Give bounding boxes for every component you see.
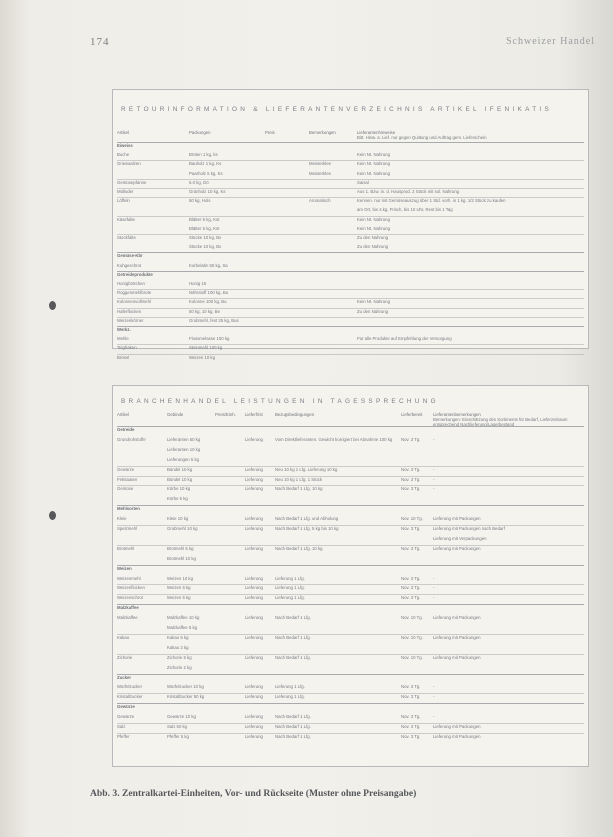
table-cell: Lieferung [245,724,263,729]
table-cell: Nov. 3 Tg. [401,714,421,720]
table-cell: Nach Bedarf 1 Lfg. 10 kg [275,545,323,551]
section-divider [117,326,584,327]
table-cell: Honig 16 [189,281,207,286]
table-cell: Lieferung [245,654,263,660]
table-cell: Grobmehl, fest 25 kg, Bus [189,317,239,323]
table-cell: am Ort, bis 4.kg, Frisch, bis 10 Uhr, Rest bis 1 Tag [357,207,453,213]
table-cell: Nov. 10 Tg. [401,634,423,640]
table-cell: Kennen. nur mit Gemüseauszug über 1 Std. vorh. in 1 kg. 1/2 Stück zu kaufen [357,198,506,204]
table-cell: Saisal [357,179,369,185]
table-cell: Kein Nt. Nahrung [357,161,390,167]
table-cell: Blätter 5 kg, Kst [189,225,220,231]
table-cell: Lieferanten 10 kg [167,446,201,452]
table-cell: - [433,476,435,482]
table-cell: Kleie [117,516,127,522]
section-heading: Getreide [117,427,135,432]
table-cell: Kolonnenvollmehl [117,299,151,305]
column-header: Preis [265,130,275,135]
table-cell: Lieferung mit Packungen [433,733,481,739]
table-cell: - [433,585,435,591]
table-cell: Nov. 3 Tg. [401,436,421,442]
table-cell: Käsefalte [117,216,135,222]
table-cell: Lieferung 1 Lfg. [275,595,305,601]
table-cell: Haferflocken [117,308,142,314]
table-cell: Brotmehl [117,545,135,551]
table-cell: Lieferung 1 Lfg. [275,575,305,581]
section-divider [117,703,584,704]
table-cell: Grundrohstoffe [117,436,146,442]
table-cell: Weizen 5 kg [167,595,191,601]
column-header: Artikel [117,130,129,135]
table-cell: Brotmehl 10 kg [167,555,196,561]
table-cell: Nach Bedarf 1 Lfg. 10 kg [275,486,323,492]
table-cell: Lieferung [245,714,263,720]
column-header: Lieferantenhinweise [357,130,396,135]
table-cell: Körbe 10 kg [167,486,191,492]
table-cell: Lieferung [245,486,263,492]
table-cell: Zu den Nahrung [357,244,389,250]
table-cell: Meisterklee [309,161,331,167]
table-cell: Lieferung [245,476,263,482]
table-cell: Lieferanten 50 kg [167,436,201,442]
table-cell: Zu den Nahrung [357,235,389,240]
table-cell: - [433,436,435,442]
table-cell: Salz [117,724,126,729]
table-cell: Lieferung mit Packungen [433,516,481,522]
table-cell: Kolonne 100 kg, Bu [189,299,227,305]
figure-caption: Abb. 3. Zentralkartei-Einheiten, Vor- und Rückseite (Muster ohne Preisangabe) [90,788,417,799]
table-cell: Mehle [117,336,129,342]
table-cell: Nov. 3 Tg. [401,476,421,482]
table-cell: Kleie 10 kg [167,516,189,522]
table-cell: Mülloder [117,189,134,194]
table-cell: Lieferung mit Packungen [433,724,481,729]
table-cell: Weizen 10 kg [189,354,215,360]
table-cell: Zichorie 5 kg [167,654,192,660]
table-cell: Vom Direktlieferanten. Gewicht korrigiert bei Abnahme 100 kg [275,436,393,442]
page-number: 174 [90,36,110,48]
table-cell: Kakao [117,634,130,640]
table-cell: Würfelzucker 10 kg [167,684,204,690]
table-cell: Fettsaaten [117,476,138,482]
column-header: Bezugsbedingungen [275,412,315,417]
running-head: Schweizer Handel [505,36,595,47]
table-cell: Brüten 1 kg, ks [189,152,218,158]
section-divider [117,252,584,253]
table-cell: Stücke 10 kg, Bx [189,244,222,250]
table-cell: Weizenmehl [117,575,141,581]
table-cell: Kristallzucker [117,694,143,700]
table-cell: Weizen 5 kg [167,585,191,591]
table-cell: Lieferung mit Verpackungen [433,535,487,541]
table-cell: Gemüse [117,486,134,492]
table-cell: - [433,466,435,472]
table-cell: Teighaken [117,345,137,351]
table-cell: Nährstoff 100 kg, Bu [189,290,229,296]
row-divider [117,317,584,318]
table-cell: Roggenmehlbrote [117,290,152,296]
table-cell: 50 kg, 10 kg, Be [189,308,221,314]
table-cell: Nach Bedarf 1 Lfg. [275,733,311,739]
section-heading: Werkz. [117,327,131,332]
header-note: Bemerkungen: Einschätzung des Sortiments für Bedarf, Lieferzeitraum entsprechend Nachlieferung/Lagerbestand [433,417,568,427]
table-cell: Kein Nt. Nahrung [357,299,390,305]
table-cell: Lieferung [245,575,263,581]
table-cell: Steinmehl 100 kg [189,345,223,351]
table-cell: Lieferung 1 Lfg. [275,694,305,700]
section-heading: Zucker [117,674,132,680]
table-cell: Spelzmehl [117,526,138,531]
column-header: Lieferbereit [401,412,423,417]
table-cell: Stockfalte [117,235,136,240]
table-cell: Nach Bedarf 1 Lfg. 5 kg bis 10 kg [275,526,339,531]
table-cell: Weizenkörner [117,317,144,323]
table-cell: Bündel 10 kg [167,466,193,472]
table-cell: Gewürze [117,466,135,472]
table-cell: Lieferung [245,733,263,739]
section-divider [117,271,584,272]
table-cell: Kein Nt. Nahrung [357,225,390,231]
column-header: Packungen [189,130,211,135]
table-cell: Kuhgeschrot [117,262,142,268]
section-heading: Gemüse-Kbr [117,253,143,259]
table-cell: Flussmelasse 100 kg [189,336,230,342]
table-cell: Pfeffer [117,733,130,739]
table-cell: Malzkaffee 5 kg [167,625,198,630]
section-heading: Gewürze [117,704,135,710]
table-cell: Nov. 3 Tg. [401,684,421,690]
table-cell: Kakao 5 kg [167,634,189,640]
table-cell: Aromatisch [309,198,331,204]
table-cell: Gewürze 10 kg [167,714,196,720]
table-cell: Nov. 3 Tg. [401,595,421,601]
table-cell: Zichorie 2 kg [167,664,192,670]
table-cell: Kein Nt. Nahrung [357,152,390,158]
row-divider [117,289,584,290]
section-divider [117,604,584,605]
table-cell: Gemüsepfanne [117,179,147,185]
table-cell: Malzkaffee [117,615,138,621]
table-cell: Körbe 5 kg [167,496,188,502]
table-cell: Kakao 2 kg [167,644,189,650]
table-cell: - [433,714,435,720]
table-cell: Lieferung [245,684,263,690]
section-heading: Eiweiss [117,143,133,148]
section-divider [117,142,584,143]
section-heading: Getreideprodukte [117,271,153,277]
table-cell: Nov. 3 Tg. [401,526,421,531]
table-cell: Nach Bedarf 1 Lfg. [275,714,311,720]
punch-hole [49,301,56,310]
table-cell: Brösel [117,354,130,360]
table-cell: Nov. 3 Tg. [401,733,421,739]
table-cell: Weizenflocken [117,585,145,591]
inventory-card-back [112,385,589,767]
table-cell: Lieferung mit Packungen [433,634,481,640]
table-cell: Zu den Nahrung [357,308,389,314]
column-header: Lieferfrist [245,412,263,417]
table-cell: Nov. 10 Tg. [401,516,423,522]
table-cell: - [433,486,435,492]
table-cell: Grieswalzen [117,161,141,167]
table-cell: Lieferung [245,516,263,522]
table-cell: Bündel 10 kg [167,476,193,482]
table-cell: Meisterklee [309,170,331,176]
table-cell: Nov. 10 Tg. [401,615,423,621]
section-divider [117,505,584,506]
table-cell: Lieferung 1 Lfg. [275,585,305,591]
table-cell: Lieferung [245,436,263,442]
table-cell: Lieferung [245,526,263,531]
table-cell: Nach Bedarf 1 Lfg. [275,615,311,621]
table-cell: Nov. 3 Tg. [401,585,421,591]
column-header: Gebinde [167,412,184,417]
table-cell: Würfelzucker [117,684,143,690]
table-cell: Lieferung [245,634,263,640]
table-cell: Nach Bedarf 1 Lfg. [275,724,311,729]
row-divider [117,354,584,355]
column-header: Preis/Einh. [215,412,236,417]
table-cell: Lieferung mit Packungen nach Bedarf [433,526,505,531]
table-cell: - [433,595,435,601]
table-cell: Lieferung [245,595,263,601]
section-divider [117,674,584,675]
table-cell: Nach Bedarf 1 Lfg. [275,634,311,640]
section-divider [117,565,584,566]
table-cell: Löffeln [117,198,130,204]
table-cell: Nach Bedarf 1 Lfg. und Abholung [275,516,339,522]
table-cell: Kein Nt. Nahrung [357,216,390,222]
table-cell: Lieferung 1 Lfg. [275,684,305,690]
table-cell: Grünholz 10 kg, Ks [189,189,226,194]
card-title: BRANCHENHANDEL LEISTUNGEN IN TAGESSPRECHUNG [121,398,439,405]
table-cell: Honigbrötchen [117,281,145,286]
table-cell: Buche [117,152,130,158]
table-cell: Kristallzucker 50 kg [167,694,205,700]
table-cell: Nach Bedarf 1 Lfg. [275,654,311,660]
table-cell: Nov. 10 Tg. [401,654,423,660]
table-cell: Lieferung [245,585,263,591]
table-cell: Nov. 3 Tg. [401,694,421,700]
table-cell: Nov. 3 Tg. [401,466,421,472]
table-cell: Kein Nt. Nahrung [357,170,390,176]
table-cell: Aus 1. Bzw. in. d. Hausprod. 2 Stück mit sol. Nahrung [357,189,459,194]
section-heading: Weizen [117,565,132,571]
table-cell: - [433,575,435,581]
table-cell: 50 kg, Hols [189,198,211,204]
table-cell: Gewürze [117,714,135,720]
section-heading: Mehlsorten [117,506,140,512]
table-cell: Zichorie [117,654,133,660]
table-cell: Lieferung mit Packungen [433,615,481,621]
table-cell: Nov. 3 Tg. [401,724,421,729]
table-cell: Weizenschrot [117,595,143,601]
table-cell: Salz 50 kg [167,724,188,729]
punch-hole [49,511,56,520]
table-cell: Bauholz 1 kg, Ks [189,161,222,167]
table-cell: Malzkaffee 10 kg [167,615,200,621]
row-divider [117,344,584,345]
column-header: Artikel [117,412,129,417]
table-cell: - [433,694,435,700]
table-cell: Brotmehl 5 kg [167,545,194,551]
table-cell: Lieferung mit Packungen [433,545,481,551]
table-cell: Nov. 3 Tg. [401,486,421,492]
table-cell: Lieferung [245,545,263,551]
table-cell: - [433,684,435,690]
header-note: Bitt. Hinw. a. Lief. nur gegen Quittung und Auftrag gem. Lieferschein [357,135,487,140]
column-header: Lieferantenbemerkungen [433,412,481,417]
table-cell: Lieferung mit Packungen [433,654,481,660]
column-header: Bemerkungen [309,130,336,135]
table-cell: Lieferung [245,694,263,700]
table-cell: Grobmehl 10 kg [167,526,198,531]
section-heading: Malzkaffee [117,605,139,611]
table-cell: Lieferung [245,615,263,621]
table-cell: Weizen 10 kg [167,575,193,581]
table-cell: Stücke 10 kg, Bx [189,235,222,240]
table-cell: 5.0 kg, Dö [189,179,209,185]
inventory-card-front [112,89,589,360]
section-divider [117,426,584,427]
table-cell: Für alle Produkte auf Empfehlung der Versorgung [357,336,452,342]
table-cell: Lieferungen 5 kg [167,456,200,462]
table-cell: Neu 10 kg 1 Lfg. 1 Stück [275,476,323,482]
card-title: RETOURINFORMATION & LIEFERANTENVERZEICHNIS ARTIKEL IFENIKATIS [121,106,553,113]
table-cell: Nov. 3 Tg. [401,575,421,581]
table-cell: Lieferung [245,466,263,472]
table-cell: Paarholz 5 kg, Ks [189,170,223,176]
table-cell: Korbelatin 50 kg, Sa [189,262,228,268]
table-cell: Neu 10 kg 1 Lfg. Lieferung 10 kg [275,466,338,472]
table-cell: Pfeffer 5 kg [167,733,189,739]
table-cell: Blätter 5 kg, Kst [189,216,220,222]
table-cell: Nov. 3 Tg. [401,545,421,551]
